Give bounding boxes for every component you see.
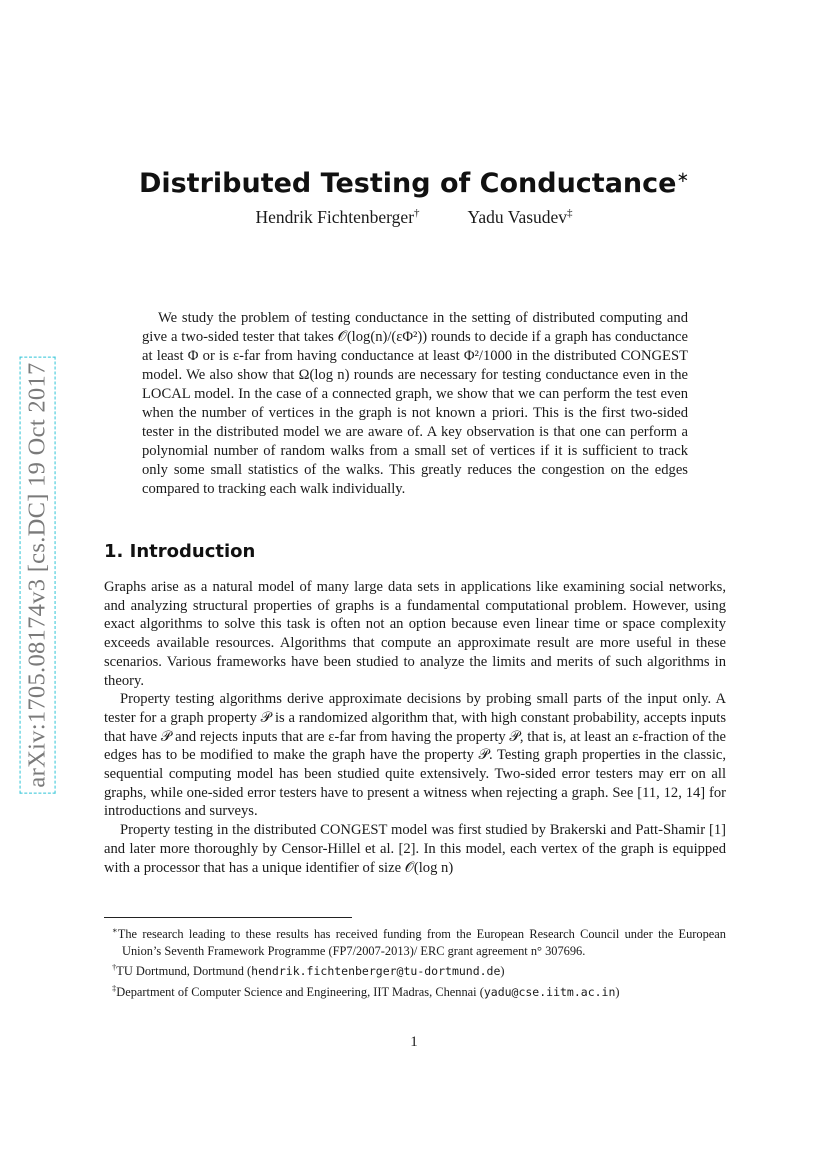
footnote-text: ) bbox=[500, 964, 505, 979]
footnote-text: TU Dortmund, Dortmund ( bbox=[116, 964, 252, 979]
page-number: 1 bbox=[410, 1034, 418, 1050]
author-footnote-mark: † bbox=[414, 207, 420, 220]
footnote-mark: ∗ bbox=[112, 925, 118, 935]
section-heading: 1. Introduction bbox=[104, 541, 256, 562]
author-name: Yadu Vasudev bbox=[467, 207, 568, 227]
paragraph: Property testing in the distributed CONGEST model was first studied by Brakerski and Patt-Shamir [1] and later more thoroughly by Censor-Hillel et al. [2]. In this model, each vertex of the graph is equipped with a processor that has a unique identifier of size 𝒪(log n) bbox=[104, 822, 726, 876]
footnote-rule bbox=[104, 917, 352, 918]
section-body bbox=[104, 578, 726, 877]
paragraph: Graphs arise as a natural model of many large data sets in applications like examining social networks, and analyzing structural properties of graphs is a fundamental computational problem. However, using exact algorithms to solve this task is often not an option because even linear time or space complexity exceeds available resources. Algorithms that compute an approximate result are more useful in these scenarios. Various frameworks have been studied to analyze the limits and merits of such algorithms in theory. bbox=[104, 579, 726, 689]
title-footnote-mark: ∗ bbox=[676, 168, 690, 187]
footnote-mark: † bbox=[112, 962, 117, 973]
paragraph: Property testing algorithms derive approximate decisions by probing small parts of the input only. A tester for a graph property 𝒫 is a randomized algorithm that, with high constant probability, accepts inputs that have 𝒫 and rejects inputs that are ε-far from having the property 𝒫, that is, at least an ε-fraction of the edges has to be modified to make the graph have the property 𝒫. Testing graph properties in the classic, sequential computing model has been studied quite extensively. Two-sided error testers may err on all graphs, while one-sided error testers have to present a witness when rejecting a graph. See [11, 12, 14] for introductions and surveys. bbox=[104, 691, 726, 820]
footnote-affiliation-1 bbox=[104, 959, 726, 980]
author-email-link[interactable]: yadu@cse.iitm.ac.in bbox=[483, 984, 616, 999]
footnotes bbox=[104, 922, 726, 1000]
author bbox=[468, 207, 573, 228]
author-name: Hendrik Fichtenberger bbox=[255, 207, 415, 227]
author-list bbox=[0, 207, 828, 228]
abstract: We study the problem of testing conductance in the setting of distributed computing and give a two-sided tester that takes 𝒪(log(n)/(εΦ²)) rounds to decide if a graph has conductance at least Φ or is ε-far from having conductance at least Φ²/1000 in the distributed CONGEST model. We also show that Ω(log n) rounds are necessary for testing conductance even in the LOCAL model. In the case of a connected graph, we show that we can perform the test even when the number of vertices in the graph is not known a priori. This is the first two-sided tester in the distributed model we are aware of. A key observation is that one can perform a polynomial number of random walks from a small set of vertices if it is sufficient to track only some small statistics of the walks. This greatly reduces the congestion on the edges compared to tracking each walk individually. bbox=[142, 310, 688, 497]
paper-title bbox=[0, 168, 828, 199]
author bbox=[255, 207, 419, 228]
footnote-text: The research leading to these results has received funding from the European Research Council under the European Union’s Seventh Framework Programme (FP7/2007-2013)/ ERC grant agreement n° 307696. bbox=[117, 927, 726, 958]
arxiv-identifier-stamp bbox=[20, 340, 56, 810]
footnote-funding bbox=[104, 922, 726, 959]
footnote-affiliation-2 bbox=[104, 980, 726, 1001]
arxiv-identifier-text: arXiv:1705.08174v3 [cs.DC] 19 Oct 2017 bbox=[24, 362, 51, 788]
author-footnote-mark: ‡ bbox=[567, 207, 573, 220]
footnote-text: ) bbox=[615, 984, 620, 999]
footnote-text: Department of Computer Science and Engineering, IIT Madras, Chennai ( bbox=[116, 984, 484, 999]
footnote-mark: ‡ bbox=[112, 982, 117, 993]
paper-title-text: Distributed Testing of Conductance bbox=[138, 168, 677, 200]
author-email-link[interactable]: hendrik.fichtenberger@tu-dortmund.de bbox=[251, 964, 501, 979]
